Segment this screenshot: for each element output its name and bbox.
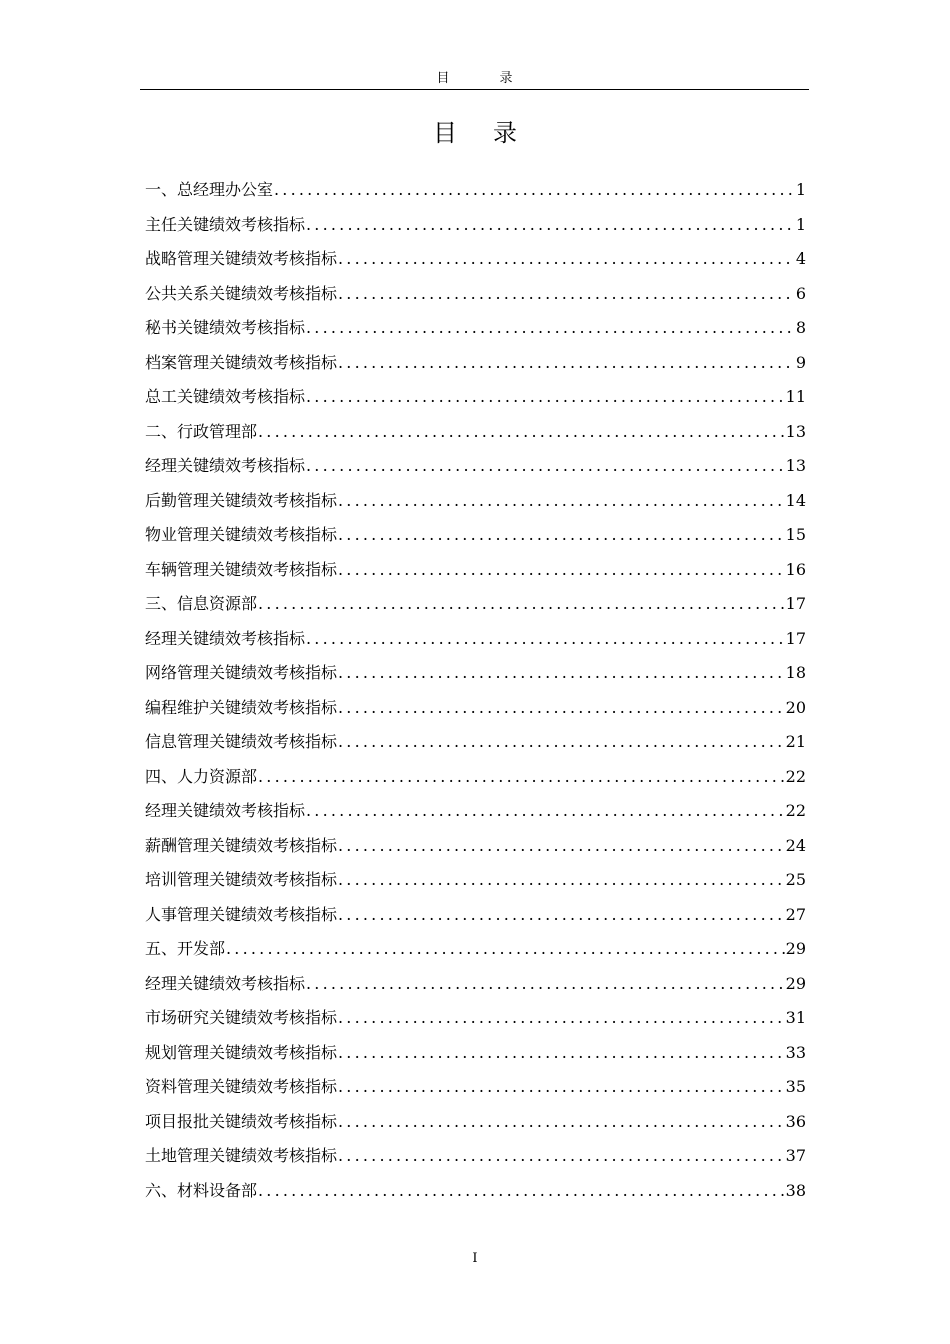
toc-entry-page: 14	[785, 490, 806, 510]
toc-entry-page: 4	[795, 249, 806, 269]
toc-entry[interactable]	[145, 242, 806, 277]
dot-leader	[338, 697, 785, 719]
toc-entry-page: 21	[785, 732, 806, 752]
dot-leader	[258, 421, 785, 443]
toc-entry-label: 三、信息资源部	[145, 594, 258, 614]
toc-entry-label: 战略管理关键绩效考核指标	[145, 249, 338, 269]
toc-entry-page: 27	[785, 904, 806, 924]
toc-entry-label: 车辆管理关键绩效考核指标	[145, 559, 338, 579]
toc-entry-page: 31	[785, 1008, 806, 1028]
toc-entry-label: 四、人力资源部	[145, 766, 258, 786]
dot-leader	[338, 1111, 785, 1133]
toc-entry[interactable]	[145, 449, 806, 484]
toc-entry-page: 6	[795, 283, 806, 303]
toc-title: 目录	[433, 119, 553, 147]
dot-leader	[274, 179, 795, 201]
toc-entry[interactable]	[145, 553, 806, 588]
toc-entry[interactable]	[145, 415, 806, 450]
toc-entry-label: 土地管理关键绩效考核指标	[145, 1146, 338, 1166]
toc-entry-label: 经理关键绩效考核指标	[145, 973, 306, 993]
dot-leader	[338, 835, 785, 857]
toc-entry-label: 五、开发部	[145, 939, 226, 959]
running-header: 目录	[140, 70, 809, 90]
toc-entry[interactable]	[145, 760, 806, 795]
dot-leader	[306, 317, 795, 339]
toc-entry-label: 总工关键绩效考核指标	[145, 387, 306, 407]
toc-entry-page: 16	[785, 559, 806, 579]
toc-entry[interactable]	[145, 277, 806, 312]
toc-entry-page: 17	[785, 594, 806, 614]
toc-entry-page: 29	[785, 973, 806, 993]
toc-entry[interactable]	[145, 691, 806, 726]
toc-entry[interactable]	[145, 346, 806, 381]
toc-entry[interactable]	[145, 518, 806, 553]
toc-entry-label: 一、总经理办公室	[145, 180, 274, 200]
toc-entry[interactable]	[145, 1070, 806, 1105]
toc-entry-page: 13	[785, 456, 806, 476]
toc-entry[interactable]	[145, 932, 806, 967]
toc-entry-label: 主任关键绩效考核指标	[145, 214, 306, 234]
toc-entry[interactable]	[145, 484, 806, 519]
toc-entry[interactable]	[145, 863, 806, 898]
dot-leader	[258, 593, 785, 615]
toc-entry-label: 市场研究关键绩效考核指标	[145, 1008, 338, 1028]
toc-entry[interactable]	[145, 829, 806, 864]
toc-entry-page: 1	[795, 214, 806, 234]
dot-leader	[338, 731, 785, 753]
toc-entry-label: 物业管理关键绩效考核指标	[145, 525, 338, 545]
toc-entry[interactable]	[145, 794, 806, 829]
dot-leader	[258, 766, 785, 788]
toc-entry-label: 二、行政管理部	[145, 421, 258, 441]
toc-entry-label: 项目报批关键绩效考核指标	[145, 1111, 338, 1131]
toc-entry-page: 18	[785, 663, 806, 683]
toc-entry-page: 29	[785, 939, 806, 959]
toc-entry-page: 15	[785, 525, 806, 545]
toc-entry[interactable]	[145, 725, 806, 760]
toc-entry-page: 8	[795, 318, 806, 338]
toc-entry-page: 22	[785, 801, 806, 821]
toc-entry-label: 网络管理关键绩效考核指标	[145, 663, 338, 683]
toc-entry-page: 38	[785, 1180, 806, 1200]
toc-entry[interactable]	[145, 622, 806, 657]
toc-entry-page: 9	[795, 352, 806, 372]
dot-leader	[258, 1180, 785, 1202]
toc-entry-page: 35	[785, 1077, 806, 1097]
toc-entry[interactable]	[145, 898, 806, 933]
toc-entry[interactable]	[145, 173, 806, 208]
dot-leader	[306, 628, 785, 650]
toc-entry[interactable]	[145, 1036, 806, 1071]
toc-entry-label: 公共关系关键绩效考核指标	[145, 283, 338, 303]
toc-entry[interactable]	[145, 1105, 806, 1140]
toc-entry[interactable]	[145, 967, 806, 1002]
toc-entry-page: 22	[785, 766, 806, 786]
toc-entry-page: 17	[785, 628, 806, 648]
page-number: I	[472, 1251, 478, 1266]
toc-entry-page: 25	[785, 870, 806, 890]
toc-entry-page: 24	[785, 835, 806, 855]
dot-leader	[226, 938, 785, 960]
dot-leader	[338, 248, 795, 270]
dot-leader	[306, 800, 785, 822]
dot-leader	[338, 283, 795, 305]
toc-entry-label: 六、材料设备部	[145, 1180, 258, 1200]
dot-leader	[338, 1042, 785, 1064]
toc-entry-label: 经理关键绩效考核指标	[145, 801, 306, 821]
toc-entry[interactable]	[145, 1174, 806, 1209]
toc-entry-label: 薪酬管理关键绩效考核指标	[145, 835, 338, 855]
toc-entry-label: 经理关键绩效考核指标	[145, 456, 306, 476]
table-of-contents	[145, 173, 806, 1208]
dot-leader	[306, 214, 795, 236]
dot-leader	[306, 386, 785, 408]
toc-entry-page: 20	[785, 697, 806, 717]
dot-leader	[306, 973, 785, 995]
dot-leader	[338, 559, 785, 581]
toc-entry[interactable]	[145, 1139, 806, 1174]
toc-entry[interactable]	[145, 380, 806, 415]
dot-leader	[338, 904, 785, 926]
dot-leader	[338, 1007, 785, 1029]
dot-leader	[306, 455, 785, 477]
toc-entry-page: 33	[785, 1042, 806, 1062]
dot-leader	[338, 524, 785, 546]
toc-entry[interactable]	[145, 1001, 806, 1036]
dot-leader	[338, 1145, 785, 1167]
dot-leader	[338, 869, 785, 891]
toc-entry-page: 11	[785, 387, 806, 407]
toc-entry-page: 1	[795, 180, 806, 200]
toc-entry-label: 资料管理关键绩效考核指标	[145, 1077, 338, 1097]
dot-leader	[338, 1076, 785, 1098]
toc-entry-page: 13	[785, 421, 806, 441]
toc-entry[interactable]	[145, 208, 806, 243]
toc-entry[interactable]	[145, 656, 806, 691]
toc-entry[interactable]	[145, 311, 806, 346]
toc-entry-label: 档案管理关键绩效考核指标	[145, 352, 338, 372]
toc-entry-label: 人事管理关键绩效考核指标	[145, 904, 338, 924]
toc-entry-page: 36	[785, 1111, 806, 1131]
dot-leader	[338, 490, 785, 512]
toc-entry-page: 37	[785, 1146, 806, 1166]
dot-leader	[338, 662, 785, 684]
toc-entry-label: 信息管理关键绩效考核指标	[145, 732, 338, 752]
toc-entry-label: 规划管理关键绩效考核指标	[145, 1042, 338, 1062]
toc-entry[interactable]	[145, 587, 806, 622]
toc-entry-label: 编程维护关键绩效考核指标	[145, 697, 338, 717]
toc-entry-label: 后勤管理关键绩效考核指标	[145, 490, 338, 510]
toc-entry-label: 秘书关键绩效考核指标	[145, 318, 306, 338]
toc-entry-label: 培训管理关键绩效考核指标	[145, 870, 338, 890]
toc-entry-label: 经理关键绩效考核指标	[145, 628, 306, 648]
dot-leader	[338, 352, 795, 374]
